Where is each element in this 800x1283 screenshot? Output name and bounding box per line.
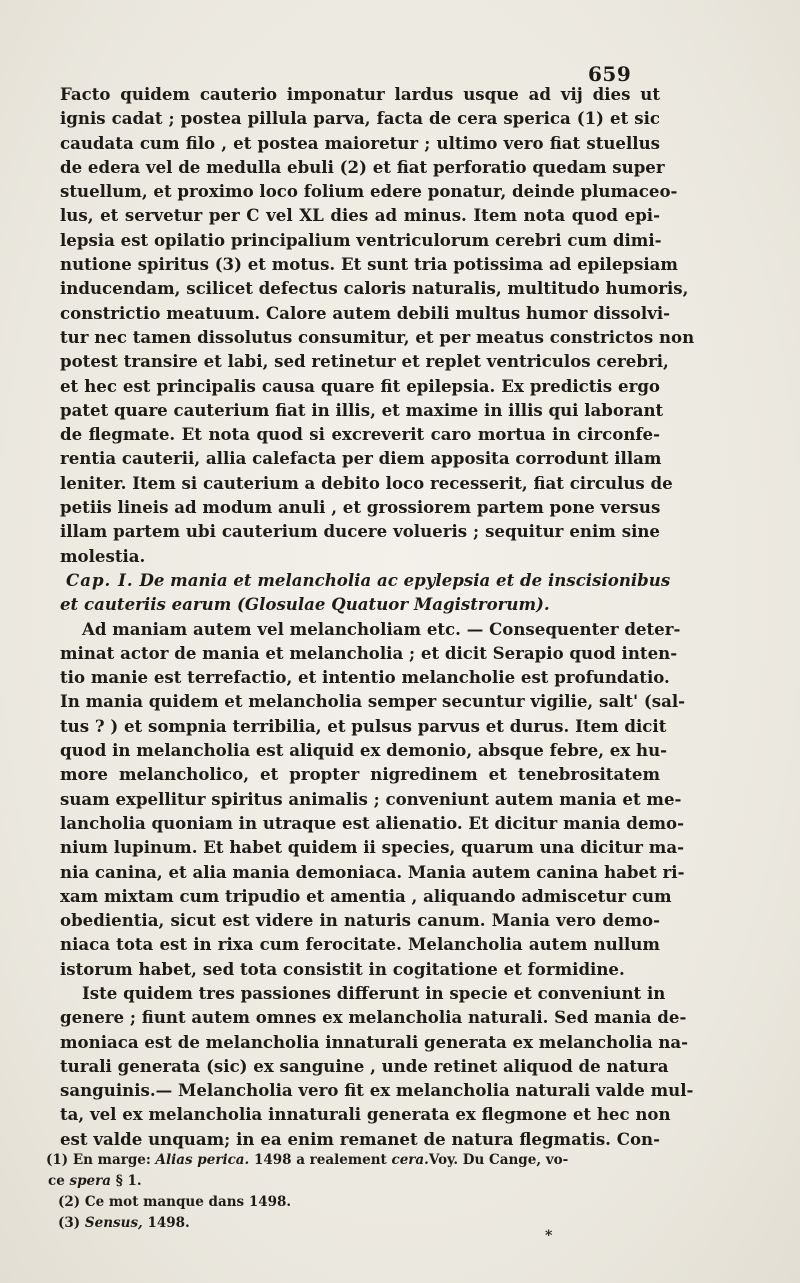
text-line: niaca tota est in rixa cum ferocitate. Melancholia autem nullum <box>60 934 660 955</box>
text-line: constrictio meatuum. Calore autem debili multus humor dissolvi- <box>60 302 671 323</box>
text-line: Facto quidem cauterio imponatur lardus usque ad vij dies ut <box>60 84 660 104</box>
text-line: et hec est principalis causa quare fit epilepsia. Ex predictis ergo <box>60 375 660 396</box>
text-line: lancholia quoniam in utraque est alienatio. Et dicitur mania demo- <box>60 812 684 833</box>
text-line: est valde unquam; in ea enim remanet de natura flegmatis. Con- <box>60 1128 660 1149</box>
text-line: moniaca est de melancholia innaturali generata ex melancholia na- <box>60 1031 689 1052</box>
page-number: 659 <box>588 62 632 86</box>
footnote-2: (2) Ce mot manque dans 1498. <box>58 1194 292 1210</box>
text-line: rentia cauterii, allia calefacta per diem apposita corrodunt illam <box>60 448 662 469</box>
text-line: lepsia est opilatio principalium ventriculorum cerebri cum dimi- <box>60 229 662 250</box>
text-line: potest transire et labi, sed retinetur et replet ventriculos cerebri, <box>60 351 669 372</box>
text-line: tur nec tamen dissolutus consumitur, et per meatus constrictos non <box>60 326 695 347</box>
text-line: molestia. <box>60 545 146 566</box>
footnote-3: (3) Sensus, 1498. <box>58 1215 190 1231</box>
text-line: istorum habet, sed tota consistit in cogitatione et formidine. <box>60 958 625 979</box>
text-line: tio manie est terrefactio, et intentio melancholie est profundatio. <box>60 667 670 688</box>
text-line: lus, et servetur per C vel XL dies ad minus. Item nota quod epi- <box>60 205 660 226</box>
text-line: petiis lineis ad modum anuli , et grossiorem partem pone versus <box>60 497 661 518</box>
text-line: genere ; fiunt autem omnes ex melancholia naturali. Sed mania de- <box>60 1007 687 1028</box>
text-line: minat actor de mania et melancholia ; et dicit Serapio quod inten- <box>60 642 678 663</box>
text-line: ta, vel ex melancholia innaturali generata ex flegmone et hec non <box>60 1104 671 1125</box>
chapter-title-part-1: De mania et melancholia ac epylepsia et de inscisionibus <box>139 569 671 590</box>
text-line: suam expellitur spiritus animalis ; conveniunt autem mania et me- <box>60 788 682 809</box>
chapter-heading-line-1 <box>60 568 671 592</box>
footnote-1-continued: ce spera § 1. <box>48 1173 142 1189</box>
body-text <box>60 82 695 1151</box>
text-line: more melancholico, et propter nigredinem et tenebrositatem <box>60 764 660 785</box>
text-line: xam mixtam cum tripudio et amentia , aliquando admiscetur cum <box>60 885 672 906</box>
chapter-heading-line-2: et cauteriis earum (Glosulae Quatuor Magistrorum). <box>60 594 550 615</box>
text-line: caudata cum filo , et postea maioretur ; ultimo vero fiat stuellus <box>60 132 660 153</box>
text-line: nium lupinum. Et habet quidem ii species, quarum una dicitur ma- <box>60 837 684 858</box>
text-line: leniter. Item si cauterium a debito loco recesserit, fiat circulus de <box>60 472 673 493</box>
text-line: sanguinis.— Melancholia vero fit ex melancholia naturali valde mul- <box>60 1080 694 1101</box>
text-line: de edera vel de medulla ebuli (2) et fiat perforatio quedam super <box>60 156 665 177</box>
signature-mark: * <box>545 1228 553 1244</box>
text-line: tus ? ) et sompnia terribilia, et pulsus parvus et durus. Item dicit <box>60 715 667 736</box>
footnote-1: (1) En marge: Alias perica. 1498 a realement cera.Voy. Du Cange, vo- <box>46 1152 569 1168</box>
text-line: ignis cadat ; postea pillula parva, facta de cera sperica (1) et sic <box>60 108 660 129</box>
text-line: de flegmate. Et nota quod si excreverit caro mortua in circonfe- <box>60 424 660 445</box>
text-line: stuellum, et proximo loco folium edere ponatur, deinde plumaceo- <box>60 181 678 202</box>
text-line: Ad maniam autem vel melancholiam etc. — Consequenter deter- <box>82 618 681 639</box>
text-line: inducendam, scilicet defectus caloris naturalis, multitudo humoris, <box>60 278 689 299</box>
footnotes <box>46 1150 646 1234</box>
text-line: nia canina, et alia mania demoniaca. Mania autem canina habet ri- <box>60 861 685 882</box>
text-line: Iste quidem tres passiones differunt in specie et conveniunt in <box>82 982 666 1003</box>
text-line: nutione spiritus (3) et motus. Et sunt tria potissima ad epilepsiam <box>60 254 678 275</box>
text-line: illam partem ubi cauterium ducere volueris ; sequitur enim sine <box>60 521 660 542</box>
chapter-number: Cap. I. <box>66 569 134 590</box>
text-line: obedientia, sicut est videre in naturis canum. Mania vero demo- <box>60 910 660 931</box>
text-line: turali generata (sic) ex sanguine , unde retinet aliquod de natura <box>60 1055 669 1076</box>
text-line: In mania quidem et melancholia semper secuntur vigilie, salt' (sal- <box>60 691 686 712</box>
text-line: patet quare cauterium fiat in illis, et maxime in illis qui laborant <box>60 399 664 420</box>
text-line: quod in melancholia est aliquid ex demonio, absque febre, ex hu- <box>60 740 668 761</box>
